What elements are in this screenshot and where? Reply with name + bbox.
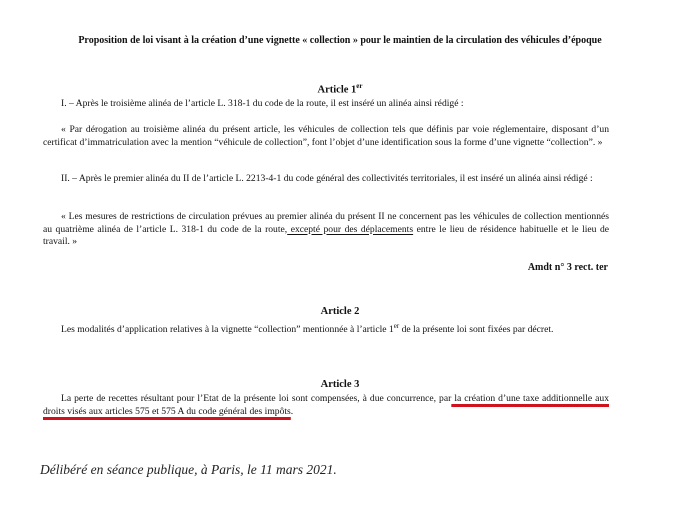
- article-1-heading: [40, 82, 640, 96]
- article-2-text-sup: er: [393, 322, 400, 330]
- article-1-paragraph-1: I. – Après le troisième alinéa de l’article L. 318-1 du code de la route, il est inséré un alinéa ainsi rédigé :: [61, 98, 464, 109]
- closing-statement: Délibéré en séance publique, à Paris, le 11 mars 2021.: [40, 462, 337, 477]
- article-2-paragraph: [43, 320, 609, 337]
- article-3-paragraph: [43, 393, 609, 418]
- article-1-heading-sup: er: [356, 82, 363, 90]
- article-3-highlighted-text: la création d’une taxe additionnelle aux droits visés aux articles 575 et 575 A du code général des impôts: [43, 393, 610, 417]
- article-1-quote-2-start: « Les mesures de restrictions de circulation prévues au premier alinéa du présent II ne concernent pas les véhicules de collection mentionnés au quatrième alinéa de l’article L. 318-1 du code de la route,: [43, 211, 609, 235]
- article-1-heading-text: Article 1: [317, 84, 357, 96]
- article-1-quote-2-underlined: excepté pour des déplacements: [287, 223, 414, 235]
- article-2-text-start: Les modalités d’application relatives à la vignette “collection” mentionnée à l’article 1: [61, 324, 394, 336]
- article-1-paragraph-2: II. – Après le premier alinéa du II de l’article L. 2213-4-1 du code général des collectivités territoriales, il est inséré un alinéa ainsi rédigé :: [61, 173, 593, 184]
- article-3-text-start: La perte de recettes résultant pour l’Etat de la présente loi sont compensées, à due concurrence, par: [61, 393, 452, 404]
- amendment-reference: Amdt n° 3 rect. ter: [527, 262, 608, 273]
- article-3-heading: Article 3: [320, 379, 360, 390]
- article-3-text-end: .: [290, 405, 294, 417]
- article-1-quote-2: [43, 211, 609, 249]
- article-1-quote-2-end: entre le lieu de résidence habituelle et le lieu de travail. »: [43, 223, 610, 247]
- article-1-quote-1: « Par dérogation au troisième alinéa du présent article, les véhicules de collection tels que définis par voie réglementaire, disposant d’un certificat d’immatriculation avec la mention “véhicule de collection”, font l’objet d’une identification sous la forme d’une vignette “collection”. »: [43, 124, 609, 148]
- article-2-text-end: de la présente loi sont fixées par décret.: [399, 324, 554, 336]
- article-2-heading: Article 2: [320, 306, 360, 317]
- document-title: Proposition de loi visant à la création d’une vignette « collection » pour le maintien de la circulation des véhicules d’époque: [78, 35, 602, 46]
